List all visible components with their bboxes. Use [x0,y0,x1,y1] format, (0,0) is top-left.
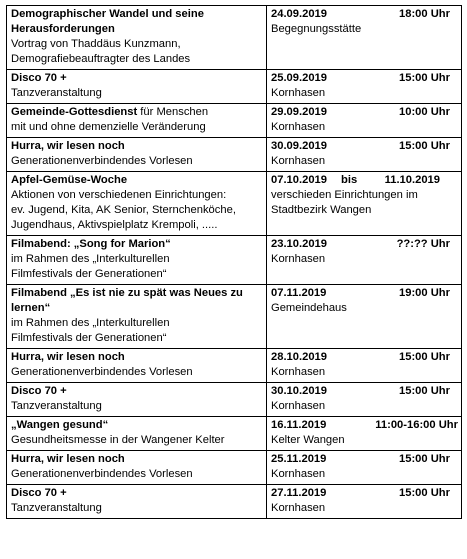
event-time: 15:00 Uhr [399,487,450,499]
event-time: 15:00 Uhr [399,140,450,152]
event-description: mit und ohne demenzielle Veränderung [11,121,206,133]
table-row [7,417,462,451]
table-row [7,236,462,285]
table-row [7,6,462,70]
table-row [7,285,462,349]
event-cell [7,138,267,172]
event-date: 07.10.2019 [271,174,327,186]
table-row [7,138,462,172]
event-date: 25.11.2019 [271,453,327,465]
event-description: Vortrag von Thaddäus Kunzmann, [11,38,181,50]
event-cell [7,485,267,519]
table-row [7,70,462,104]
event-date: 07.11.2019 [271,287,327,299]
event-title: Gemeinde-Gottesdienst [11,106,138,118]
date-cell [267,70,462,104]
event-time: 10:00 Uhr [399,106,450,118]
event-title: Demographischer Wandel und seine [11,8,204,20]
event-place: Kornhasen [271,502,326,514]
event-title: Herausforderungen [11,23,115,35]
event-date: 16.11.2019 [271,419,327,431]
event-place: Stadtbezirk Wangen [271,204,372,216]
event-date: 24.09.2019 [271,8,327,20]
event-date: 25.09.2019 [271,72,327,84]
date-cell [267,485,462,519]
event-place: Kornhasen [271,366,326,378]
table-row [7,451,462,485]
event-place: Kornhasen [271,121,326,133]
event-title: Disco 70 + [11,72,67,84]
table-row [7,383,462,417]
event-place: Kornhasen [271,468,326,480]
event-place: Kornhasen [271,155,326,167]
event-date-end: 11.10.2019 [384,174,440,186]
date-cell [267,104,462,138]
event-time: 15:00 Uhr [399,453,450,465]
date-cell [267,236,462,285]
event-cell [7,172,267,236]
event-description: Demografiebeauftragter des Landes [11,53,191,65]
event-date-separator: bis [341,174,358,186]
table-row [7,172,462,236]
event-time: 15:00 Uhr [399,385,450,397]
events-table [6,5,462,519]
event-cell [7,236,267,285]
date-cell [267,172,462,236]
event-date: 28.10.2019 [271,351,327,363]
event-place: Kornhasen [271,253,326,265]
event-time: 19:00 Uhr [399,287,450,299]
event-title: Disco 70 + [11,487,67,499]
event-description: Tanzveranstaltung [11,87,102,99]
event-description: Generationenverbindendes Vorlesen [11,155,193,167]
event-cell [7,6,267,70]
event-cell [7,70,267,104]
event-title: „Wangen gesund“ [11,419,109,431]
event-title: Hurra, wir lesen noch [11,351,125,363]
date-cell [267,6,462,70]
event-place: Gemeindehaus [271,302,347,314]
date-cell [267,383,462,417]
event-date: 27.11.2019 [271,487,327,499]
event-time: 11:00-16:00 Uhr [375,419,458,431]
event-description: Filmfestivals der Generationen“ [11,268,167,280]
event-title: Hurra, wir lesen noch [11,140,125,152]
event-cell [7,285,267,349]
date-cell [267,138,462,172]
event-title: Hurra, wir lesen noch [11,453,125,465]
event-description: Jugendhaus, Aktivspielplatz Krempoli, ..... [11,219,218,231]
table-row [7,485,462,519]
event-cell [7,451,267,485]
event-place: Kornhasen [271,87,326,99]
table-row [7,104,462,138]
event-description: Generationenverbindendes Vorlesen [11,468,193,480]
date-cell [267,285,462,349]
event-description: ev. Jugend, Kita, AK Senior, Sternchenköche, [11,204,236,216]
event-title: Filmabend: „Song for Marion“ [11,238,171,250]
event-description: Gesundheitsmesse in der Wangener Kelter [11,434,225,446]
event-title-rest: für Menschen [137,106,209,118]
event-cell [7,104,267,138]
event-description: im Rahmen des „Interkulturellen [11,317,170,329]
table-row [7,349,462,383]
event-description: Tanzveranstaltung [11,400,102,412]
event-date: 29.09.2019 [271,106,327,118]
event-title: Apfel-Gemüse-Woche [11,174,128,186]
event-cell [7,349,267,383]
event-place: verschieden Einrichtungen im [271,189,418,201]
event-description: im Rahmen des „Interkulturellen [11,253,170,265]
event-description: Generationenverbindendes Vorlesen [11,366,193,378]
date-cell [267,451,462,485]
event-description: Tanzveranstaltung [11,502,102,514]
event-time: 15:00 Uhr [399,351,450,363]
event-title: lernen“ [11,302,51,314]
event-date: 30.10.2019 [271,385,327,397]
event-date: 30.09.2019 [271,140,327,152]
event-cell [7,417,267,451]
event-place: Kelter Wangen [271,434,345,446]
event-place: Begegnungsstätte [271,23,362,35]
event-title: Filmabend „Es ist nie zu spät was Neues zu [11,287,243,299]
event-time: 18:00 Uhr [399,8,450,20]
date-cell [267,349,462,383]
event-cell [7,383,267,417]
event-title: Disco 70 + [11,385,67,397]
event-description: Aktionen von verschiedenen Einrichtungen: [11,189,227,201]
date-cell [267,417,462,451]
event-description: Filmfestivals der Generationen“ [11,332,167,344]
event-time: ??:?? Uhr [396,238,450,250]
event-time: 15:00 Uhr [399,72,450,84]
event-place: Kornhasen [271,400,326,412]
event-date: 23.10.2019 [271,238,327,250]
